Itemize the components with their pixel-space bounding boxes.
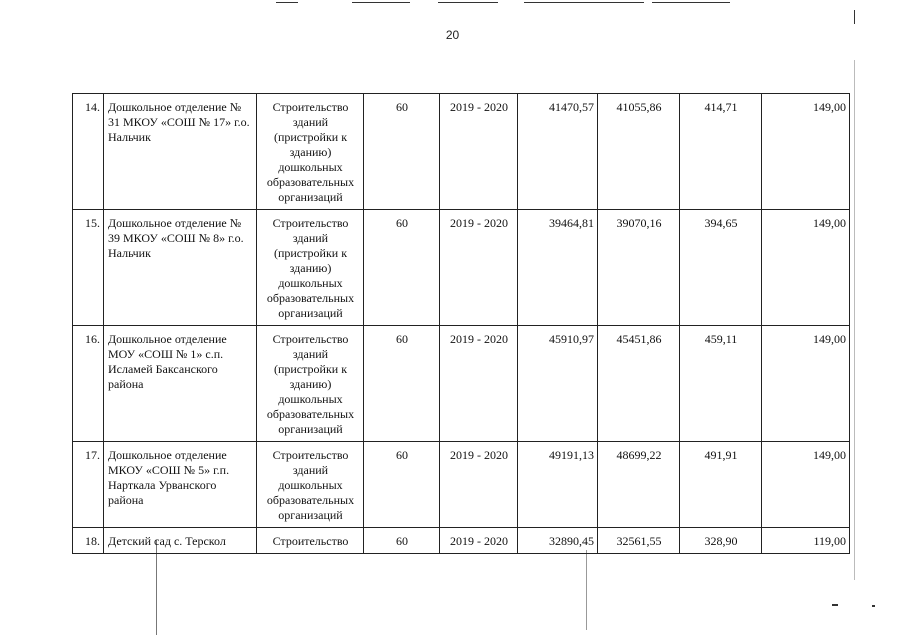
construction-type-line: организаций (278, 508, 343, 522)
scan-mark (872, 605, 875, 607)
total-amount: 41470,57 (518, 94, 598, 210)
construction-type-line: образовательных (266, 175, 355, 189)
construction-type-line: дошкольных (278, 276, 343, 290)
scan-mark (276, 2, 298, 3)
construction-type-line: организаций (278, 422, 343, 436)
construction-type-line: дошкольных (278, 478, 343, 492)
regional-amount: 394,65 (680, 210, 762, 326)
capacity-cell: 60 (364, 94, 440, 210)
table-row (73, 528, 850, 554)
construction-type-line: Строительство (272, 534, 349, 548)
federal-amount: 41055,86 (598, 94, 680, 210)
table-row (73, 326, 850, 442)
unit-cost: 149,00 (762, 94, 850, 210)
construction-type-line: образовательных (266, 493, 355, 507)
construction-type-line: (пристройки к (273, 246, 348, 260)
row-number: 17. (73, 442, 104, 528)
construction-type-line: дошкольных (278, 392, 343, 406)
years-cell: 2019 - 2020 (440, 210, 518, 326)
total-amount: 45910,97 (518, 326, 598, 442)
construction-type-line: зданий (292, 463, 329, 477)
unit-cost: 119,00 (762, 528, 850, 554)
construction-type-line: Строительство (272, 216, 349, 230)
data-table (72, 93, 850, 554)
construction-type-line: зданий (292, 231, 329, 245)
total-amount: 39464,81 (518, 210, 598, 326)
facility-name: Дошкольное отделение МОУ «СОШ № 1» с.п. Исламей Баксанского района (104, 326, 257, 442)
construction-type-line: (пристройки к (273, 362, 348, 376)
capacity-cell: 60 (364, 326, 440, 442)
construction-type (257, 210, 364, 326)
scan-mark (832, 604, 838, 606)
federal-amount: 39070,16 (598, 210, 680, 326)
scan-mark (854, 10, 855, 24)
construction-type (257, 528, 364, 554)
total-amount: 49191,13 (518, 442, 598, 528)
facility-name: Детский сад с. Терскол (104, 528, 257, 554)
row-number: 15. (73, 210, 104, 326)
years-cell: 2019 - 2020 (440, 528, 518, 554)
construction-type-line: образовательных (266, 407, 355, 421)
construction-type-line: Строительство (272, 448, 349, 462)
construction-type-line: зданию) (289, 145, 332, 159)
federal-amount: 48699,22 (598, 442, 680, 528)
total-amount: 32890,45 (518, 528, 598, 554)
table-row (73, 210, 850, 326)
federal-amount: 32561,55 (598, 528, 680, 554)
construction-type (257, 94, 364, 210)
construction-type-line: дошкольных (278, 160, 343, 174)
years-cell: 2019 - 2020 (440, 326, 518, 442)
unit-cost: 149,00 (762, 210, 850, 326)
construction-type-line: зданий (292, 347, 329, 361)
construction-type-line: организаций (278, 306, 343, 320)
row-number: 16. (73, 326, 104, 442)
years-cell: 2019 - 2020 (440, 442, 518, 528)
row-number: 18. (73, 528, 104, 554)
capacity-cell: 60 (364, 442, 440, 528)
capacity-cell: 60 (364, 210, 440, 326)
years-cell: 2019 - 2020 (440, 94, 518, 210)
capacity-cell: 60 (364, 528, 440, 554)
construction-type-line: Строительство (272, 332, 349, 346)
construction-type-line: организаций (278, 190, 343, 204)
construction-type (257, 326, 364, 442)
construction-type-line: зданию) (289, 261, 332, 275)
construction-type-line: Строительство (272, 100, 349, 114)
regional-amount: 491,91 (680, 442, 762, 528)
unit-cost: 149,00 (762, 326, 850, 442)
construction-type (257, 442, 364, 528)
scan-mark (854, 60, 855, 580)
construction-type-line: зданий (292, 115, 329, 129)
regional-amount: 414,71 (680, 94, 762, 210)
scan-mark (438, 2, 498, 3)
facility-name: Дошкольное отделение № 39 МКОУ «СОШ № 8» г.о. Нальчик (104, 210, 257, 326)
construction-type-line: образовательных (266, 291, 355, 305)
scan-mark (524, 2, 644, 3)
facility-name: Дошкольное отделение МКОУ «СОШ № 5» г.п. Нарткала Урванского района (104, 442, 257, 528)
table-row (73, 442, 850, 528)
row-number: 14. (73, 94, 104, 210)
scan-mark (352, 2, 410, 3)
scan-mark (156, 540, 157, 635)
facility-name: Дошкольное отделение № 31 МКОУ «СОШ № 17» г.о. Нальчик (104, 94, 257, 210)
scan-mark (586, 550, 587, 630)
scan-mark (652, 2, 730, 3)
regional-amount: 328,90 (680, 528, 762, 554)
federal-amount: 45451,86 (598, 326, 680, 442)
unit-cost: 149,00 (762, 442, 850, 528)
construction-type-line: (пристройки к (273, 130, 348, 144)
regional-amount: 459,11 (680, 326, 762, 442)
page-number: 20 (445, 28, 460, 42)
construction-type-line: зданию) (289, 377, 332, 391)
table-row (73, 94, 850, 210)
